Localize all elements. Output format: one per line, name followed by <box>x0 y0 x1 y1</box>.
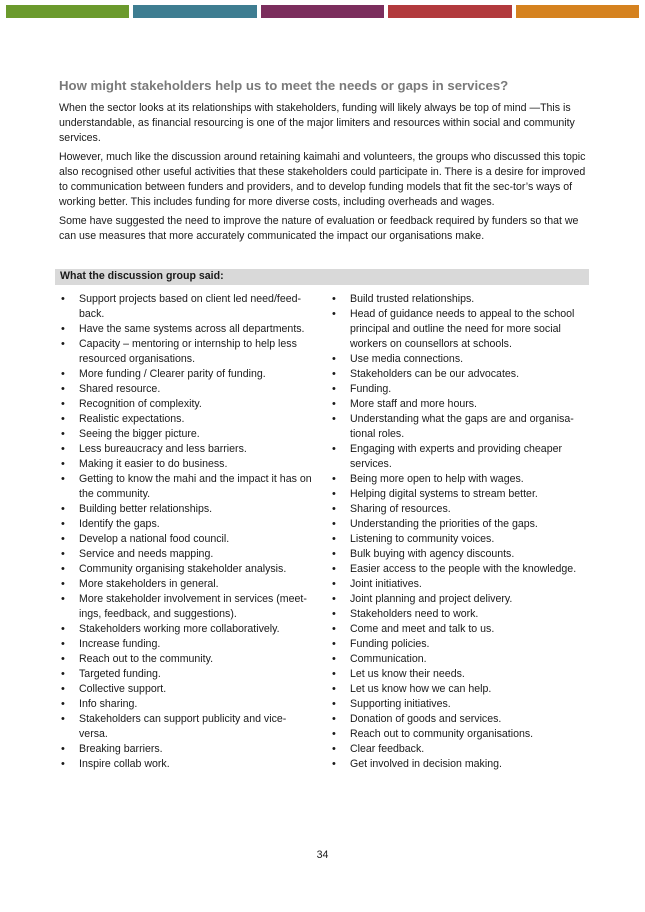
header-color-stripes <box>6 5 639 18</box>
bullet-item: • Reach out to the community. <box>59 652 314 667</box>
bullet-item: • Reach out to community organisations. <box>330 727 588 742</box>
bullet-item: • Building better relationships. <box>59 502 314 517</box>
bullet-item: • Identify the gaps. <box>59 517 314 532</box>
bullet-item: • Head of guidance needs to appeal to the school principal and outline the need for more social workers on counsellors at schools. <box>330 307 588 352</box>
section-heading: How might stakeholders help us to meet the needs or gaps in services? <box>59 78 509 93</box>
bullet-item: • Come and meet and talk to us. <box>330 622 588 637</box>
bullet-item: • Bulk buying with agency discounts. <box>330 547 588 562</box>
paragraph-1: When the sector looks at its relationships with stakeholders, funding will likely always be top of mind —This is understandable, as financial resourcing is one of the major limiters and resources within social and community services. <box>59 102 575 144</box>
stripe-red <box>388 5 511 18</box>
bullet-item: • Info sharing. <box>59 697 314 712</box>
bullet-item: • Collective support. <box>59 682 314 697</box>
bullet-item: • Helping digital systems to stream better. <box>330 487 588 502</box>
bullet-item: • Get involved in decision making. <box>330 757 588 772</box>
bullet-item: • Let us know how we can help. <box>330 682 588 697</box>
bullet-item: • Let us know their needs. <box>330 667 588 682</box>
bullet-item: • Increase funding. <box>59 637 314 652</box>
bullet-item: • Being more open to help with wages. <box>330 472 588 487</box>
bullet-item: • Stakeholders need to work. <box>330 607 588 622</box>
discussion-group-header <box>55 269 589 285</box>
bullet-item: • Support projects based on client led need/feed-back. <box>59 292 314 322</box>
discussion-group-label: What the discussion group said: <box>60 270 224 282</box>
bullet-item: • More funding / Clearer parity of funding. <box>59 367 314 382</box>
bullet-item: • Seeing the bigger picture. <box>59 427 314 442</box>
bullet-item: • Sharing of resources. <box>330 502 588 517</box>
paragraph-3: Some have suggested the need to improve the nature of evaluation or feedback required by funders so that we can use measures that more accurately communicated the impact our organisations make. <box>59 215 579 242</box>
bullet-item: • Recognition of complexity. <box>59 397 314 412</box>
bullet-item: • More staff and more hours. <box>330 397 588 412</box>
bullet-item: • Breaking barriers. <box>59 742 314 757</box>
bullet-item: • Capacity – mentoring or internship to help less resourced organisations. <box>59 337 314 367</box>
stripe-orange <box>516 5 639 18</box>
bullet-item: • More stakeholder involvement in services (meet-ings, feedback, and suggestions). <box>59 592 314 622</box>
bullet-item: • More stakeholders in general. <box>59 577 314 592</box>
bullet-item: • Getting to know the mahi and the impact it has on the community. <box>59 472 314 502</box>
bullet-item: • Stakeholders can support publicity and vice-versa. <box>59 712 314 742</box>
bullet-item: • Listening to community voices. <box>330 532 588 547</box>
bullet-item: • Funding. <box>330 382 588 397</box>
bullet-item: • Community organising stakeholder analysis. <box>59 562 314 577</box>
bullet-item: • Develop a national food council. <box>59 532 314 547</box>
bullet-item: • Donation of goods and services. <box>330 712 588 727</box>
bullet-item: • Build trusted relationships. <box>330 292 588 307</box>
page-number: 34 <box>316 849 329 861</box>
bullet-item: • Easier access to the people with the knowledge. <box>330 562 588 577</box>
bullet-item: • Use media connections. <box>330 352 588 367</box>
left-bullet-list <box>59 292 314 772</box>
bullet-item: • Joint planning and project delivery. <box>330 592 588 607</box>
bullet-item: • Understanding what the gaps are and organisa-tional roles. <box>330 412 588 442</box>
stripe-plum <box>261 5 384 18</box>
bullet-item: • Shared resource. <box>59 382 314 397</box>
bullet-item: • Making it easier to do business. <box>59 457 314 472</box>
bullet-item: • Stakeholders working more collaboratively. <box>59 622 314 637</box>
bullet-item: • Engaging with experts and providing cheaper services. <box>330 442 588 472</box>
bullet-item: • Less bureaucracy and less barriers. <box>59 442 314 457</box>
bullet-item: • Joint initiatives. <box>330 577 588 592</box>
right-bullet-list <box>330 292 588 772</box>
bullet-item: • Clear feedback. <box>330 742 588 757</box>
bullet-item: • Funding policies. <box>330 637 588 652</box>
stripe-green <box>6 5 129 18</box>
paragraph-2: However, much like the discussion around retaining kaimahi and volunteers, the groups who discussed this topic also recognised other useful activities that these stakeholders could participate in. There is a desire for improved to communication between funders and providers, and to develop funding models that fit the sec-tor’s ways of working better. This includes funding for more diverse costs, including overheads and wages. <box>59 151 586 208</box>
bullet-item: • Communication. <box>330 652 588 667</box>
bullet-item: • Stakeholders can be our advocates. <box>330 367 588 382</box>
bullet-item: • Service and needs mapping. <box>59 547 314 562</box>
bullet-item: • Have the same systems across all departments. <box>59 322 314 337</box>
bullet-item: • Realistic expectations. <box>59 412 314 427</box>
bullet-item: • Understanding the priorities of the gaps. <box>330 517 588 532</box>
bullet-item: • Inspire collab work. <box>59 757 314 772</box>
stripe-teal <box>133 5 256 18</box>
bullet-item: • Supporting initiatives. <box>330 697 588 712</box>
bullet-item: • Targeted funding. <box>59 667 314 682</box>
